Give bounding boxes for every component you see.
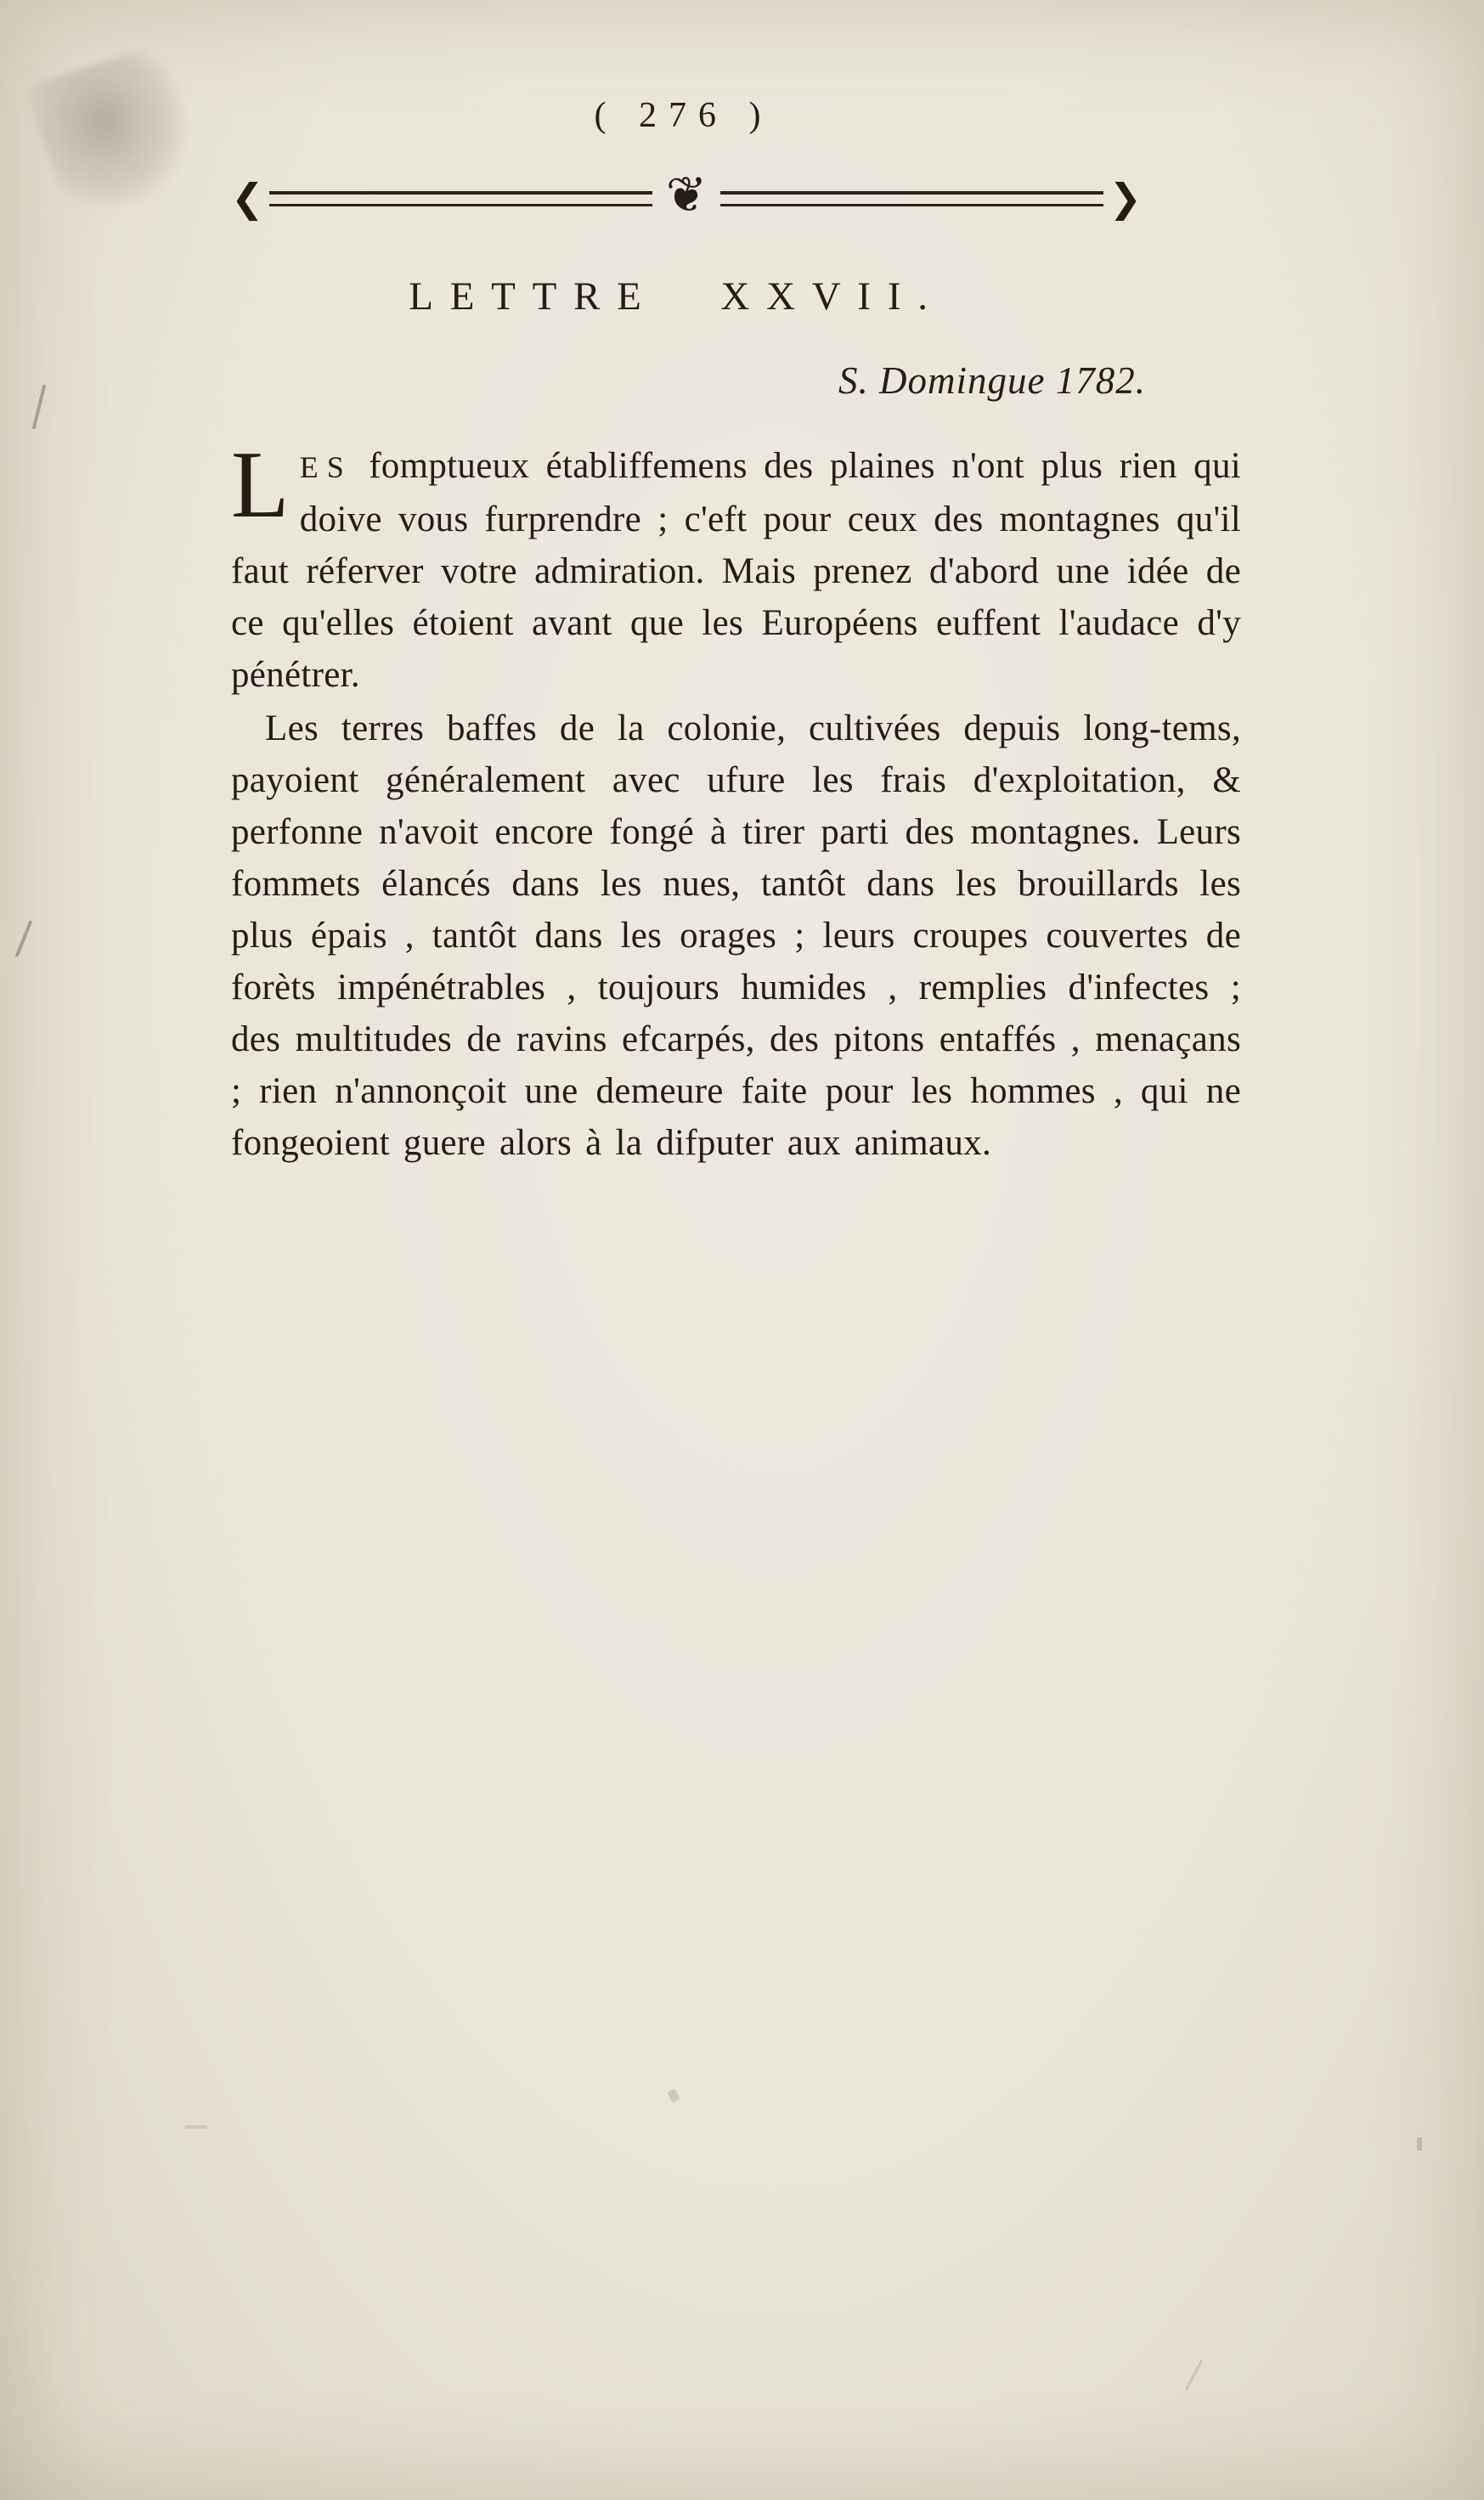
paragraph-2: Les terres baffes de la colonie, cultivées depuis long-tems, payoient généralement avec ufure les frais d'exploitation, & perfonne n'avoit encore fongé à tirer parti des montagnes. Leurs fommets élancés dans les nues, tantôt dans les brouillards les plus épais , tantôt dans les orages ; leurs croupes couvertes de forèts impénétrables , toujours humides , remplies d'infectes ; des multitudes de ravins efcarpés, des pitons entaffés , menaçans ; rien n'annonçoit une demeure faite pour les hommes , qui ne fongeoient guere alors à la difputer aux animaux. <box>231 708 1241 1163</box>
divider-right-finial-icon: ❯ <box>1109 177 1143 220</box>
dateline: S. Domingue 1782. <box>838 359 1146 402</box>
letter-heading: LETTRE XXVII. <box>409 274 945 319</box>
page-artifact <box>667 2088 680 2102</box>
paragraph-1 <box>231 432 1241 701</box>
lead-small-caps: ES <box>299 450 353 484</box>
text-block <box>0 95 1484 1169</box>
divider-left-finial-icon: ❮ <box>231 177 264 220</box>
page-number: ( 276 ) <box>594 96 773 135</box>
page-artifact <box>1185 2360 1203 2391</box>
divider-rule-icon <box>269 191 652 206</box>
decorative-divider <box>231 167 1143 223</box>
fleuron-icon: ❦ <box>665 167 708 223</box>
page-artifact <box>185 2125 207 2129</box>
paragraph-1-text: fomptueux établiffemens des plaines n'ont plus rien qui doive vous furprendre ; c'eft pour ceux des montagnes qu'il faut réferver votre admiration. Mais prenez d'abord une idée de ce qu'elles étoient avant que les Européens euffent l'audace d'y pénétrer. <box>231 446 1241 695</box>
drop-cap: L <box>231 432 290 538</box>
page-artifact <box>1417 2137 1422 2151</box>
divider-rule-icon <box>720 191 1103 206</box>
